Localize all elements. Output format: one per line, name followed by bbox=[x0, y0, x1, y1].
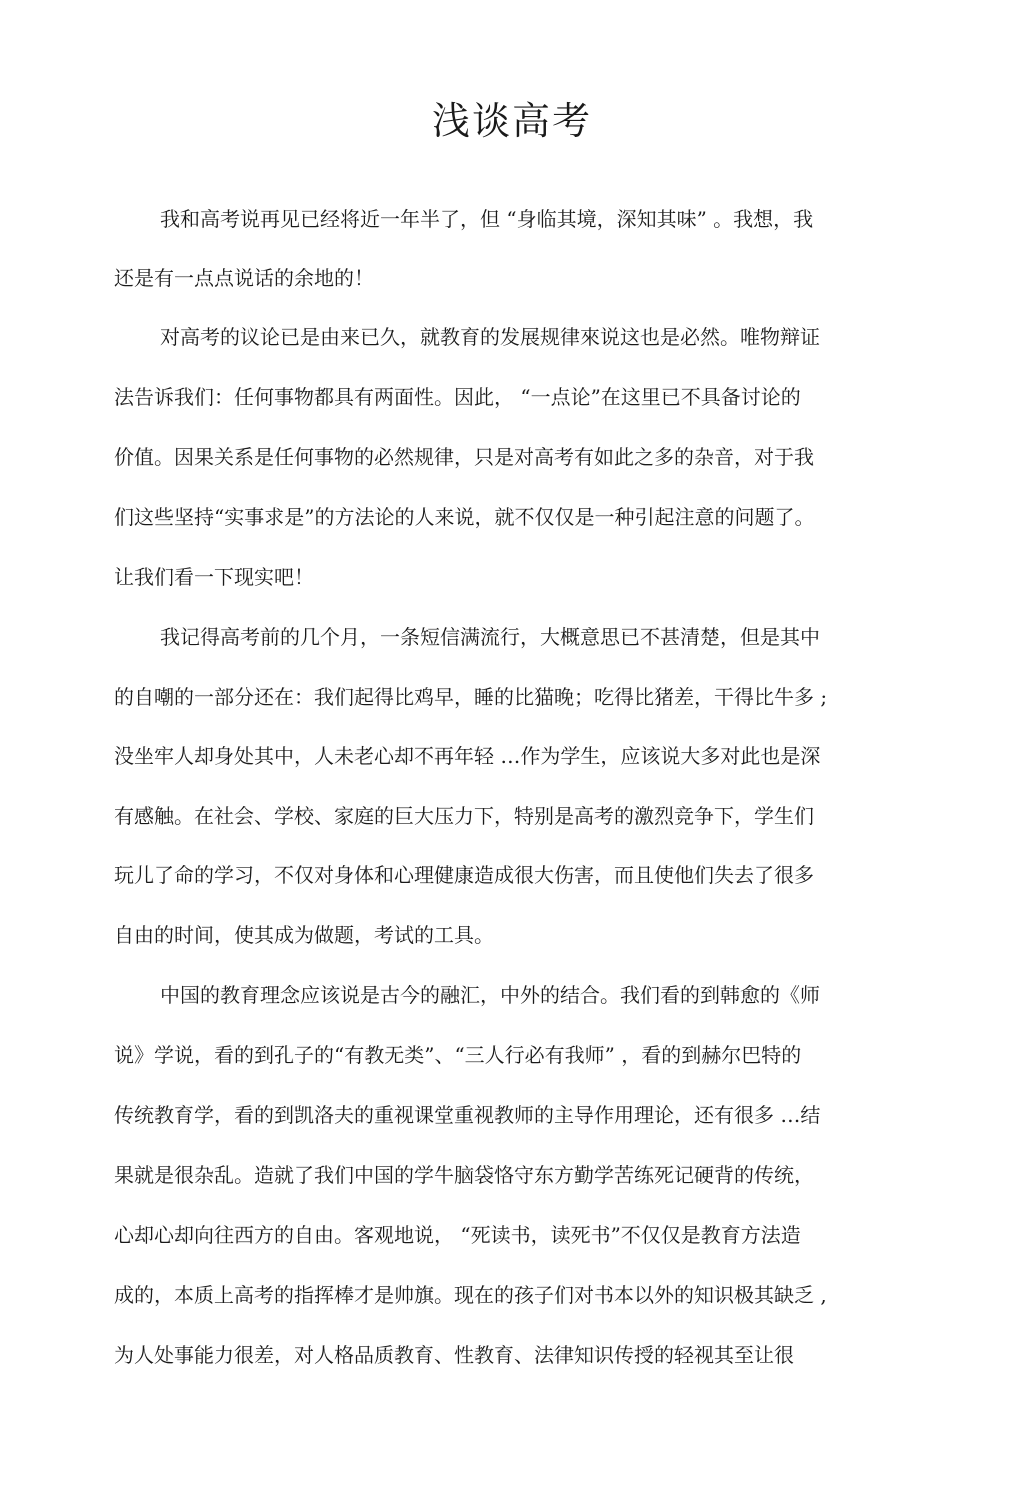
paragraph-3-line-4: 有感触。在社会、学校、家庭的巨大压力下，特别是高考的激烈竞争下，学生们 bbox=[114, 804, 814, 828]
document-title: 浅谈高考 bbox=[431, 99, 592, 143]
paragraph-3-line-6: 自由的时间，使其成为做题，考试的工具。 bbox=[114, 923, 494, 947]
paragraph-3-line-2: 的自嘲的一部分还在：我们起得比鸡早，睡的比猫晚；吃得比猪差，干得比牛多 ; bbox=[114, 685, 828, 709]
paragraph-2-line-1: 对高考的议论已是由来已久，就教育的发展规律來说这也是必然。唯物辩证 bbox=[160, 325, 820, 349]
paragraph-2-line-2: 法告诉我们：任何事物都具有两面性。因此， “一点论”在这里已不具备讨论的 bbox=[114, 385, 801, 409]
paragraph-2-line-3: 价值。因果关系是任何事物的必然规律，只是对高考有如此之多的杂音，对于我 bbox=[114, 445, 814, 469]
paragraph-1-line-1: 我和高考说再见已经将近一年半了，但 “身临其境，深知其味” 。我想，我 bbox=[160, 207, 814, 231]
paragraph-4-line-1: 中国的教育理念应该说是古今的融汇，中外的结合。我们看的到韩愈的《师 bbox=[160, 983, 820, 1007]
paragraph-2-line-5: 让我们看一下现实吧！ bbox=[114, 565, 314, 589]
paragraph-1-line-2: 还是有一点点说话的余地的！ bbox=[114, 266, 374, 290]
paragraph-3-line-1: 我记得高考前的几个月，一条短信满流行，大概意思已不甚清楚，但是其中 bbox=[160, 625, 820, 649]
paragraph-4-line-7: 为人处事能力很差，对人格品质教育、性教育、法律知识传授的轻视其至让很 bbox=[114, 1343, 794, 1367]
paragraph-4-line-3: 传统教育学，看的到凯洛夫的重视课堂重视教师的主导作用理论，还有很多 …结 bbox=[114, 1103, 821, 1127]
paragraph-4-line-4: 果就是很杂乱。造就了我们中国的学牛脑袋恪守东方勤学苦练死记硬背的传统， bbox=[114, 1163, 814, 1187]
paragraph-4-line-6: 成的，本质上高考的指挥棒才是帅旗。现在的孩子们对书本以外的知识极其缺乏 , bbox=[114, 1283, 827, 1307]
paragraph-2-line-4: 们这些坚持“实事求是”的方法论的人来说，就不仅仅是一种引起注意的问题了。 bbox=[114, 505, 815, 529]
paragraph-3-line-5: 玩儿了命的学习，不仅对身体和心理健康造成很大伤害，而且使他们失去了很多 bbox=[114, 863, 814, 887]
paragraph-4-line-2: 说》学说，看的到孔子的“有教无类”、“三人行必有我师” ，看的到赫尔巴特的 bbox=[114, 1043, 802, 1067]
paragraph-4-line-5: 心却心却向往西方的自由。客观地说， “死读书，读死书”不仅仅是教育方法造 bbox=[114, 1223, 801, 1247]
paragraph-3-line-3: 没坐牢人却身处其中，人未老心却不再年轻 …作为学生，应该说大多对此也是深 bbox=[114, 744, 821, 768]
